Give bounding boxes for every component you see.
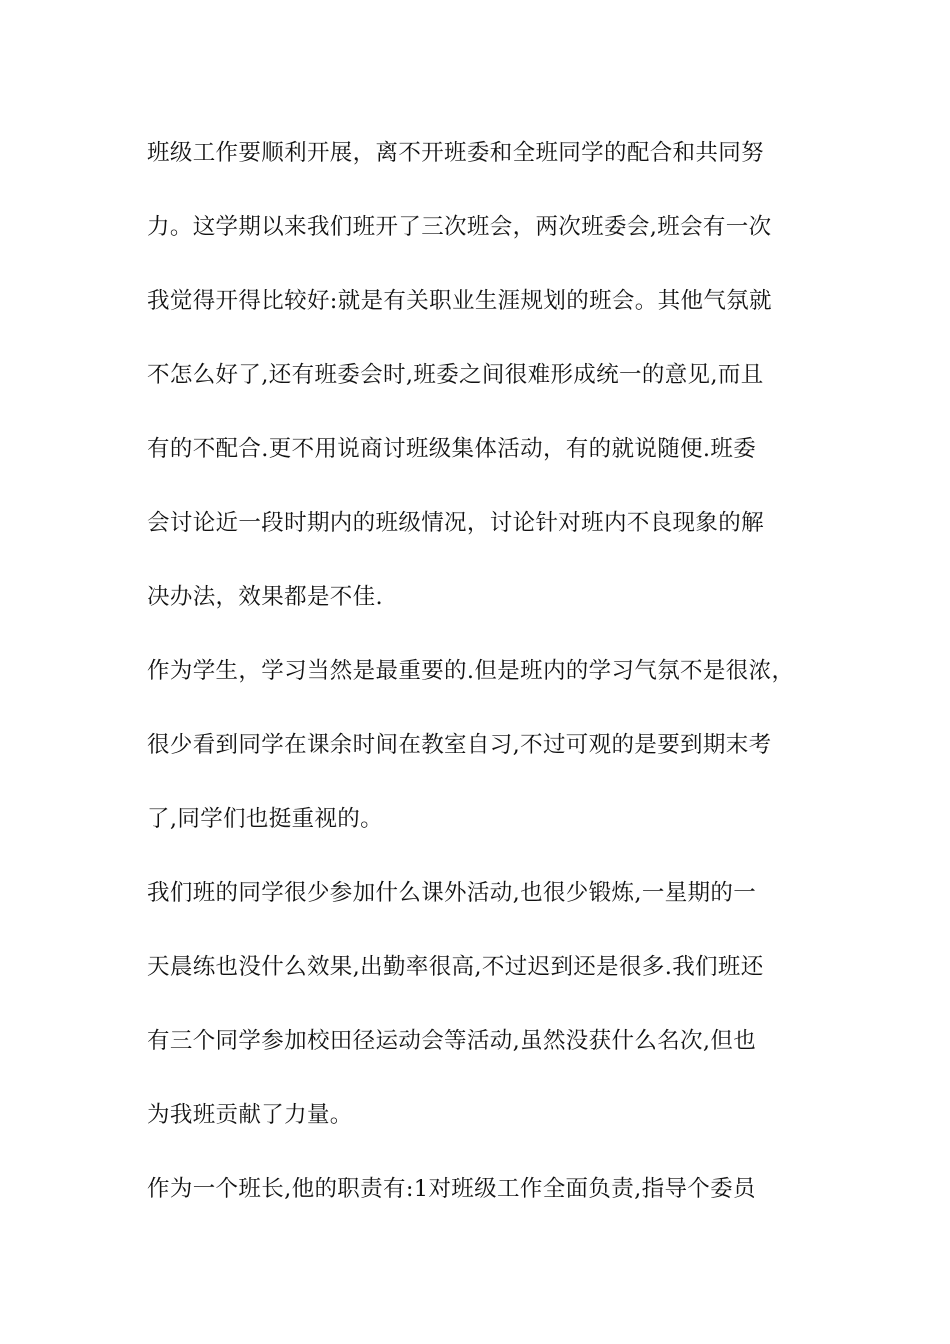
text-line: 作为一个班长,他的职责有:1对班级工作全面负责,指导个委员 xyxy=(147,1176,756,1202)
text-line: 作为学生，学习当然是最重要的.但是班内的学习气氛不是很浓， xyxy=(147,658,795,684)
text-line: 天晨练也没什么效果,出勤率很高,不过迟到还是很多.我们班还 xyxy=(147,954,764,980)
text-line: 我们班的同学很少参加什么课外活动,也很少锻炼,一星期的一 xyxy=(147,880,757,906)
text-line: 班级工作要顺利开展，离不开班委和全班同学的配合和共同努 xyxy=(147,140,764,166)
text-line: 有的不配合.更不用说商讨班级集体活动，有的就说随便.班委 xyxy=(147,436,757,462)
text-line: 我觉得开得比较好:就是有关职业生涯规划的班会。其他气氛就 xyxy=(147,288,772,314)
text-line: 很少看到同学在课余时间在教室自习,不过可观的是要到期末考 xyxy=(147,732,772,758)
text-line: 了,同学们也挺重视的。 xyxy=(147,806,384,832)
text-line: 力。这学期以来我们班开了三次班会，两次班委会,班会有一次 xyxy=(147,214,772,240)
text-line: 决办法，效果都是不佳. xyxy=(147,584,384,610)
text-line: 有三个同学参加校田径运动会等活动,虽然没获什么名次,但也 xyxy=(147,1028,757,1054)
text-line: 不怎么好了,还有班委会时,班委之间很难形成统一的意见,而且 xyxy=(147,362,764,388)
text-line: 为我班贡献了力量。 xyxy=(147,1102,353,1128)
text-line: 会讨论近一段时期内的班级情况，讨论针对班内不良现象的解 xyxy=(147,510,764,536)
